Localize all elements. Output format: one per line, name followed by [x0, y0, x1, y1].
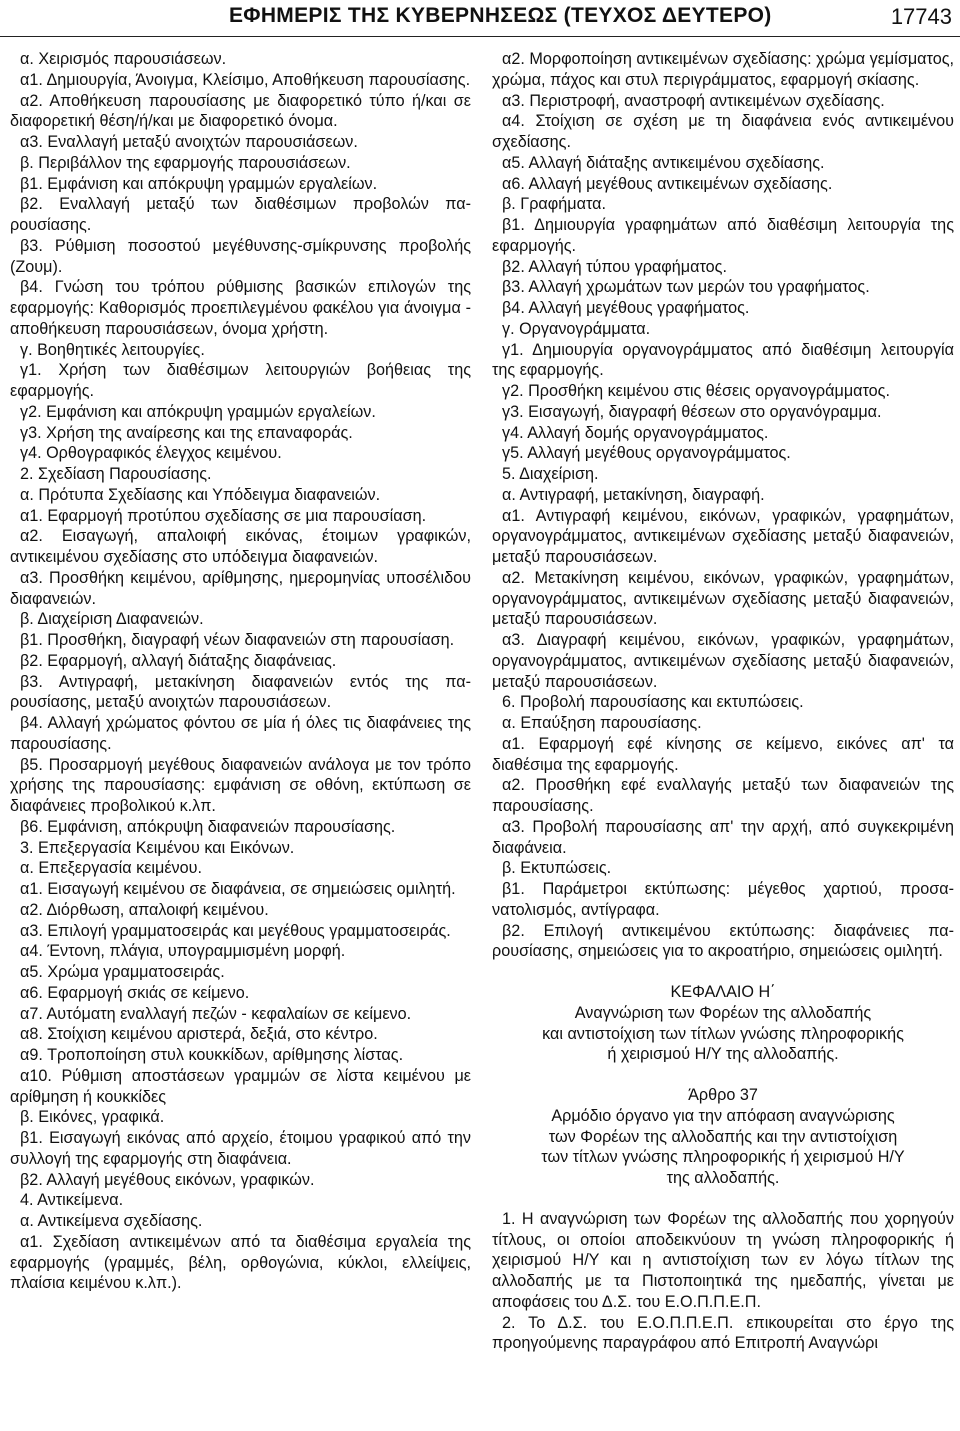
article-title-line: των Φορέων της αλλοδαπής και την αντιστοίχιση: [548, 1127, 898, 1146]
list-item: α2. Μετακίνηση κειμένου, εικόνων, γραφικών, γραφημάτων, οργανογράμματος, αντικειμένων σχεδίασης μεταξύ διαφανειών, μεταξύ παρουσιάσεων.: [492, 568, 954, 629]
list-item: β. Γραφήματα.: [502, 195, 606, 214]
article-title-line: της αλλοδαπής.: [666, 1169, 780, 1187]
list-item: β1. Παράμετροι εκτύπωσης: μέγεθος χαρτιού, προσανατολισμός, αντίγραφα.: [492, 880, 954, 919]
list-item: β5. Προσαρμογή μεγέθους διαφανειών ανάλογα με τον τρόπο χρήσης της παρουσίασης: εμφάνιση σε οθόνη, εκτύπωση σε διαφάνειες προβολικού κ.λπ.: [10, 755, 471, 815]
article-label: Άρθρο 37: [688, 1086, 758, 1104]
list-item: α2. Μορφοποίηση αντικειμένων σχεδίασης: χρώμα γεμίσματος, χρώμα, πάχος και στυλ περιγράμματος, εφαρμογή σκίασης.: [492, 50, 954, 89]
left-column: [10, 49, 471, 1294]
list-item: α9. Τροποποίηση στυλ κουκκίδων, αρίθμησης λίστας.: [20, 1046, 404, 1064]
article-paragraph: 1. Η αναγνώριση των Φορέων της αλλοδαπής που χορηγούν τίτλους, οι οποίοι αποδεικνύουν τη γνώση πληροφορικής ή χειρισμού Η/Υ και η αντιστοίχιση των εν λόγω τίτλων της αλλοδαπής με τα Πιστοποιητικά της ημεδαπής, γίνεται με αποφάσεις του Δ.Σ. του Ε.Ο.Π.Π.Ε.Π.: [492, 1209, 954, 1311]
list-item: β2. Εναλλαγή μεταξύ των διαθέσιμων προβολών παρουσίασης.: [10, 195, 471, 234]
chapter-label: ΚΕΦΑΛΑΙΟ Η΄: [670, 983, 776, 1001]
list-item: α3. Προσθήκη κειμένου, αρίθμησης, ημερομηνίας υποσέλιδου διαφανειών.: [10, 568, 471, 608]
list-item: 6. Προβολή παρουσίασης και εκτυπώσεις.: [502, 693, 804, 712]
list-item: α1. Δημιουργία, Άνοιγμα, Κλείσιμο, Αποθήκευση παρουσίασης.: [20, 70, 471, 89]
list-item: α8. Στοίχιση κειμένου αριστερά, δεξιά, στο κέντρο.: [20, 1025, 378, 1044]
list-item: α4. Έντονη, πλάγια, υπογραμμισμένη μορφή.: [20, 942, 346, 961]
list-item: α3. Διαγραφή κειμένου, εικόνων, γραφικών, γραφημάτων, οργανογράμματος, αντικειμένων σχεδίασης μεταξύ διαφανειών, μεταξύ παρουσιάσεων.: [492, 631, 954, 691]
list-item: β3. Αλλαγή χρωμάτων των μερών του γραφήματος.: [502, 278, 870, 297]
list-item: α6. Αλλαγή μεγέθους αντικειμένων σχεδίασης.: [502, 174, 833, 193]
list-item: β. Εκτυπώσεις.: [502, 859, 612, 878]
list-item: β2. Εφαρμογή, αλλαγή διάταξης διαφάνειας.: [20, 651, 337, 670]
list-item: β2. Αλλαγή τύπου γραφήματος.: [502, 257, 727, 276]
page-number: 17743: [890, 4, 952, 29]
list-item: γ1. Δημιουργία οργανογράμματος από διαθέσιμη λειτουργία της εφαρμογής.: [492, 340, 954, 380]
chapter-title-line: ή χειρισμού Η/Υ της αλλοδαπής.: [607, 1045, 839, 1064]
list-item: γ3. Εισαγωγή, διαγραφή θέσεων στο οργανόγραμμα.: [502, 402, 882, 421]
list-item: β6. Εμφάνιση, απόκρυψη διαφανειών παρουσίασης.: [20, 817, 396, 836]
list-item: α4. Στοίχιση σε σχέση με τη διαφάνεια ενός αντικειμένου σχεδίασης.: [492, 112, 954, 151]
list-item: α1. Αντιγραφή κειμένου, εικόνων, γραφικών, γραφημάτων, οργανογράμματος, αντικειμένων σχεδίασης μεταξύ διαφανειών, μεταξύ παρουσιάσεων.: [492, 506, 954, 566]
right-column-list: [492, 49, 954, 962]
list-item: γ3. Χρήση της αναίρεσης και της επαναφοράς.: [20, 423, 353, 442]
list-item: α10. Ρύθμιση αποστάσεων γραμμών σε λίστα κειμένου με αρίθμηση ή κουκκίδες: [10, 1066, 471, 1106]
list-item: β4. Γνώση του τρόπου ρύθμισης βασικών επιλογών της εφαρμογής: Καθορισμός προεπιλεγμένου φακέλου για άνοιγμα - αποθήκευση παρουσιάσεων, όνομα χρήστη.: [10, 278, 471, 338]
list-item: γ. Βοηθητικές λειτουργίες.: [20, 340, 205, 359]
list-item: α2. Αποθήκευση παρουσίασης με διαφορετικό τύπο ή/και σε διαφορετική θέση/ή/και με διαφορετικό όνομα.: [10, 91, 471, 131]
journal-title: ΕΦΗΜΕΡΙΣ ΤΗΣ ΚΥΒΕΡΝΗΣΕΩΣ (ΤΕΥΧΟΣ ΔΕΥΤΕΡΟ): [229, 4, 772, 27]
list-item: β. Περιβάλλον της εφαρμογής παρουσιάσεων.: [20, 153, 351, 172]
list-item: α. Χειρισμός παρουσιάσεων.: [20, 50, 227, 68]
list-item: β. Εικόνες, γραφικά.: [20, 1108, 165, 1127]
section-gap: [492, 1065, 954, 1085]
list-item: β1. Προσθήκη, διαγραφή νέων διαφανειών στη παρουσίαση.: [20, 631, 455, 649]
list-item: α3. Περιστροφή, αναστροφή αντικειμένων σχεδίασης.: [502, 91, 885, 110]
list-item: γ4. Αλλαγή δομής οργανογράμματος.: [502, 423, 769, 442]
list-item: α1. Εισαγωγή κειμένου σε διαφάνεια, σε σημειώσεις ομιλητή.: [20, 880, 456, 898]
list-item: β3. Αντιγραφή, μετακίνηση διαφανειών εντός της παρουσίασης, μεταξύ ανοιχτών παρουσιάσεων.: [10, 672, 471, 712]
page-header: [0, 0, 960, 37]
list-item: β2. Επιλογή αντικειμένου εκτύπωσης: διαφάνειες παρουσίασης, σημειώσεις για το ακροατήριο, σημειώσεις ομιλητή.: [492, 921, 954, 961]
list-item: α5. Αλλαγή διάταξης αντικειμένου σχεδίασης.: [502, 153, 825, 172]
list-item: γ2. Εμφάνιση και απόκρυψη γραμμών εργαλείων.: [20, 402, 376, 421]
list-item: α. Πρότυπα Σχεδίασης και Υπόδειγμα διαφανειών.: [20, 485, 381, 504]
list-item: γ4. Ορθογραφικός έλεγχος κειμένου.: [20, 444, 282, 463]
article-title-line: Αρμόδιο όργανο για την απόφαση αναγνώρισης: [551, 1106, 895, 1125]
list-item: 5. Διαχείριση.: [502, 465, 599, 483]
list-item: α2. Εισαγωγή, απαλοιφή εικόνας, έτοιμων γραφικών, αντικειμένου σχεδίασης στο υπόδειγμα διαφανειών.: [10, 527, 471, 566]
list-item: γ2. Προσθήκη κειμένου στις θέσεις οργανογράμματος.: [502, 382, 890, 400]
list-item: 2. Σχεδίαση Παρουσίασης.: [20, 465, 212, 483]
list-item: β4. Αλλαγή χρώματος φόντου σε μία ή όλες τις διαφάνειες της παρουσίασης.: [10, 714, 471, 753]
list-item: β1. Εμφάνιση και απόκρυψη γραμμών εργαλείων.: [20, 174, 378, 193]
list-item: 4. Αντικείμενα.: [20, 1191, 124, 1210]
article-paragraph: 2. Το Δ.Σ. του Ε.Ο.Π.Π.Ε.Π. επικουρείται στο έργο της προηγούμενης παραγράφου από Επιτροπή Αναγνώρι: [492, 1313, 954, 1353]
list-item: α5. Χρώμα γραμματοσειράς.: [20, 963, 225, 981]
list-item: α1. Εφαρμογή προτύπου σχεδίασης σε μια παρουσίαση.: [20, 506, 427, 525]
list-item: γ1. Χρήση των διαθέσιμων λειτουργιών βοήθειας της εφαρμογής.: [10, 361, 471, 400]
list-item: α3. Επιλογή γραμματοσειράς και μεγέθους γραμματοσειράς.: [20, 921, 451, 940]
list-item: β. Διαχείριση Διαφανειών.: [20, 610, 204, 629]
list-item: α1. Σχεδίαση αντικειμένων από τα διαθέσιμα εργαλεία της εφαρμογής (γραμμές, βέλη, ορθογώνια, κύκλοι, ελλείψεις, πλαίσια κειμένου κ.λπ.).: [10, 1232, 471, 1293]
list-item: α1. Εφαρμογή εφέ κίνησης σε κείμενο, εικόνες απ' τα διαθέσιμα της εφαρμογής.: [492, 734, 954, 774]
list-item: α2. Προσθήκη εφέ εναλλαγής μεταξύ των διαφανειών της παρουσίασης.: [492, 776, 954, 815]
list-item: β2. Αλλαγή μεγέθους εικόνων, γραφικών.: [20, 1170, 315, 1189]
list-item: α. Αντικείμενα σχεδίασης.: [20, 1212, 203, 1230]
list-item: γ5. Αλλαγή μεγέθους οργανογράμματος.: [502, 444, 791, 463]
list-item: α6. Εφαρμογή σκιάς σε κείμενο.: [20, 983, 250, 1002]
list-item: α. Αντιγραφή, μετακίνηση, διαγραφή.: [502, 485, 765, 504]
list-item: β3. Ρύθμιση ποσοστού μεγέθυνσης-σμίκρυνσης προβολής (Ζουμ).: [10, 236, 471, 276]
list-item: α7. Αυτόματη εναλλαγή πεζών - κεφαλαίων σε κείμενο.: [20, 1004, 412, 1023]
list-item: α. Επαύξηση παρουσίασης.: [502, 714, 702, 732]
list-item: α2. Διόρθωση, απαλοιφή κειμένου.: [20, 900, 269, 919]
list-item: α3. Εναλλαγή μεταξύ ανοιχτών παρουσιάσεων.: [20, 133, 358, 151]
list-item: γ. Οργανογράμματα.: [502, 319, 651, 338]
list-item: 3. Επεξεργασία Κειμένου και Εικόνων.: [20, 838, 295, 857]
list-item: α. Επεξεργασία κειμένου.: [20, 859, 202, 878]
list-item: β4. Αλλαγή μεγέθους γραφήματος.: [502, 299, 750, 317]
list-item: β1. Δημιουργία γραφημάτων από διαθέσιμη λειτουργία της εφαρμογής.: [492, 216, 954, 255]
section-gap: [492, 1189, 954, 1209]
section-gap: [492, 962, 954, 982]
chapter-title-line: και αντιστοίχιση των τίτλων γνώσης πληροφορικής: [542, 1024, 904, 1043]
list-item: α3. Προβολή παρουσίασης απ' την αρχή, από συγκεκριμένη διαφάνεια.: [492, 817, 954, 857]
right-column: [492, 49, 954, 1354]
list-item: β1. Εισαγωγή εικόνας από αρχείο, έτοιμου γραφικού από την συλλογή της εφαρμογής στη διαφάνεια.: [10, 1129, 471, 1168]
article-title-line: των τίτλων γνώσης πληροφορικής ή χειρισμού Η/Υ: [541, 1148, 905, 1167]
chapter-title-line: Αναγνώριση των Φορέων της αλλοδαπής: [574, 1003, 872, 1022]
